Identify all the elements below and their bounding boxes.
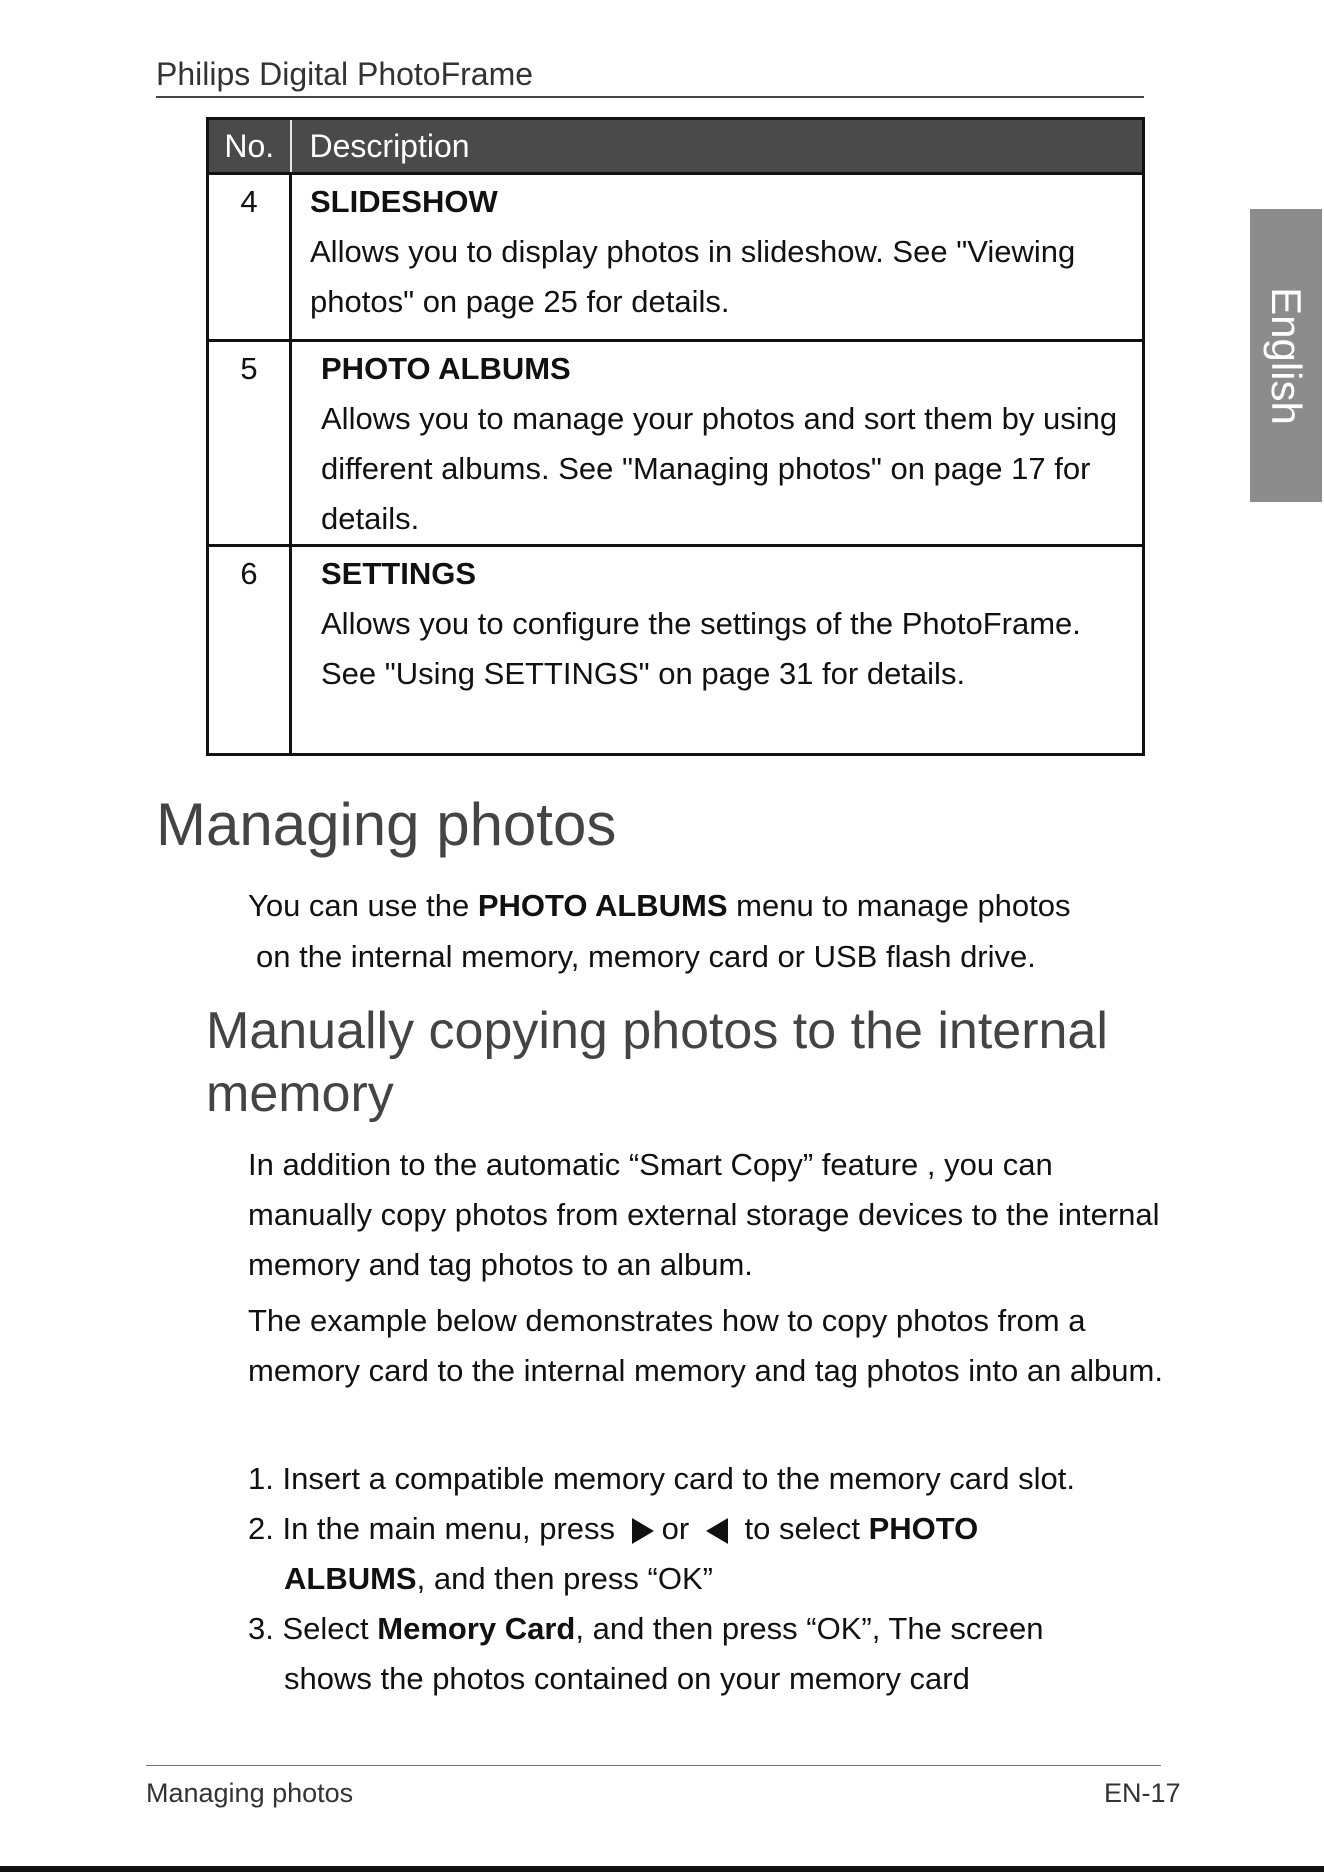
page-bottom-edge [0,1866,1324,1872]
step-bold: Memory Card [377,1611,576,1646]
row-text: Allows you to display photos in slideshow. See "Viewing photos" on page 25 for details. [310,234,1076,319]
table-row [208,174,1144,341]
step-text: 2. In the main menu, press [248,1511,616,1546]
intro-line-2: on the internal memory, memory card or USB flash drive. [256,939,1036,974]
left-arrow-icon [706,1518,728,1544]
step-1: 1. Insert a compatible memory card to the memory card slot. [248,1461,1075,1496]
table-row [208,546,1144,755]
section-heading: Managing photos [156,791,617,858]
right-arrow-icon [632,1518,654,1544]
table-header-row [208,119,1144,174]
column-header-no: No. [208,119,291,174]
language-tab [1250,209,1322,502]
step-text: 3. Select [248,1611,378,1646]
step-list [248,1454,1168,1704]
header-divider [156,96,1144,98]
row-number: 4 [208,174,291,341]
menu-description-table [206,117,1145,756]
step-2 [248,1504,1168,1604]
row-description [291,546,1144,755]
step-text: , and then press “OK”, The screen [575,1611,1044,1646]
intro-bold: PHOTO ALBUMS [477,888,728,923]
intro-text: menu to manage photos [727,888,1071,923]
language-tab-label: English [1263,286,1310,425]
step-3 [248,1604,1168,1704]
row-title: SETTINGS [321,556,477,591]
step-bold: ALBUMS [284,1561,417,1596]
step-text: or [661,1511,690,1546]
row-text: Allows you to manage your photos and sort them by using different albums. See "Managing photos" on page 17 for details. [321,401,1118,536]
table-row [208,341,1144,546]
subsection-heading: Manually copying photos to the internal memory [206,1002,1108,1123]
footer-divider [146,1765,1161,1766]
intro-line-1 [248,880,1148,931]
step-text: , and then press “OK” [416,1561,713,1596]
row-description [291,341,1144,546]
column-header-description: Description [291,119,1144,174]
step-3-continuation: shows the photos contained on your memory card [284,1661,970,1696]
paragraph-smart-copy: In addition to the automatic “Smart Copy” feature , you can manually copy photos from external storage devices to the internal memory and tag photos to an album. [248,1147,1160,1282]
section-intro [248,880,1148,982]
row-title: PHOTO ALBUMS [321,351,571,386]
row-text: Allows you to configure the settings of the PhotoFrame. See "Using SETTINGS" on page 31 for details. [321,606,1081,691]
step-text: to select [744,1511,860,1546]
page-header-title: Philips Digital PhotoFrame [156,56,534,92]
paragraph-example: The example below demonstrates how to copy photos from a memory card to the internal memory and tag photos into an album. [248,1303,1163,1388]
footer-section-name: Managing photos [146,1778,354,1808]
page-number: EN-17 [1104,1778,1181,1808]
intro-text: You can use the [248,888,478,923]
row-number: 6 [208,546,291,755]
step-2-continuation [248,1554,1168,1604]
row-number: 5 [208,341,291,546]
row-title: SLIDESHOW [310,184,498,219]
step-bold: PHOTO [868,1511,979,1546]
row-description [291,174,1144,341]
